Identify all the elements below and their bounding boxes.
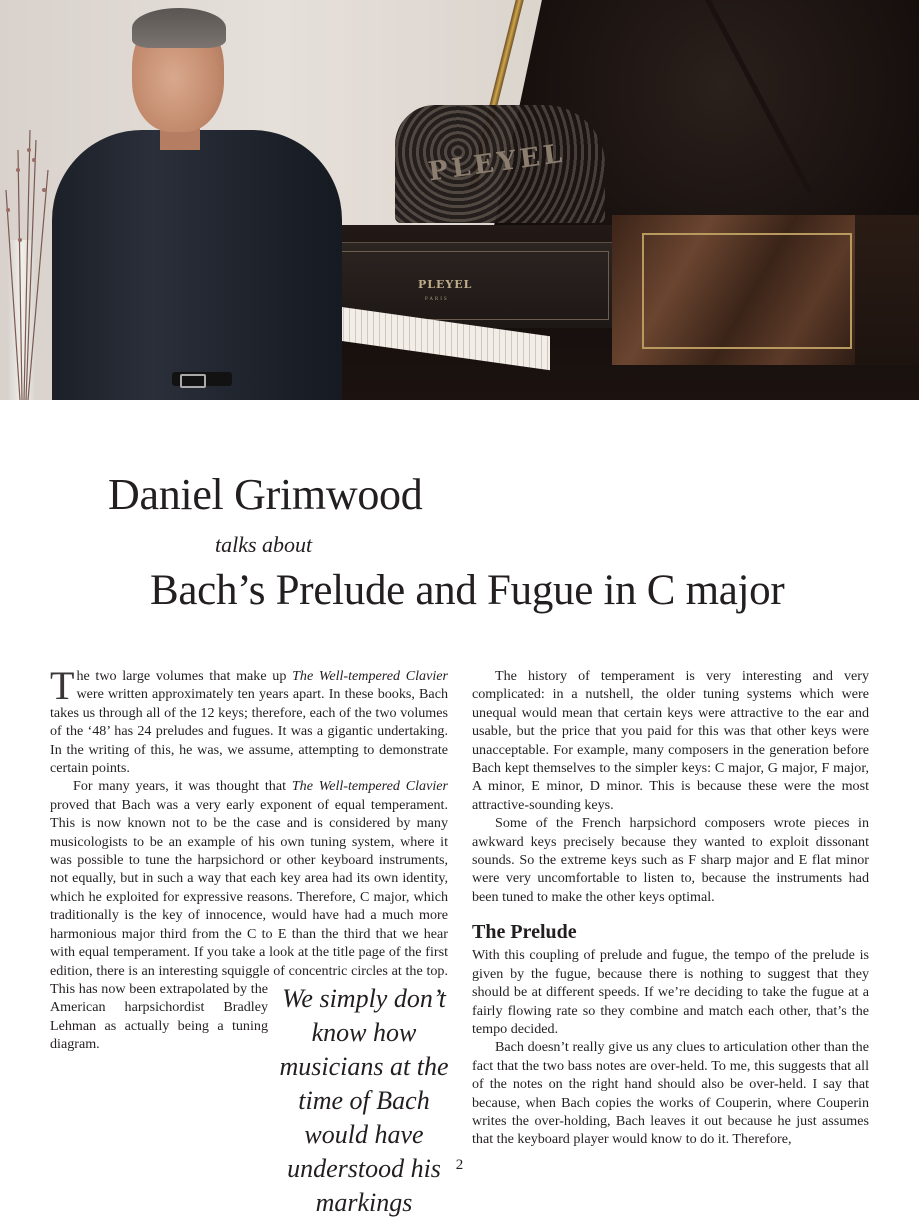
music-desk-label: PLEYEL	[426, 138, 568, 188]
article-title: Bach’s Prelude and Fugue in C major	[150, 567, 785, 614]
pianist-figure	[52, 0, 342, 400]
paragraph: Bach doesn’t really give us any clues to articulation other than the fact that the two bass notes are over-held. To me, this suggests that all of the notes on the right hand should also be over-held. I say that because, when Bach copies the works of Couperin, where Couperin writes the over-holding, Bach leaves it out because he just assumes that the keyboard player would know to do it. Therefore,	[472, 1039, 869, 1148]
speaker-name: Daniel Grimwood	[108, 470, 423, 519]
pull-quote: We simply don’t know how musicians at the time of Bach would have understood his markings	[279, 984, 449, 1218]
piano-case-right	[855, 215, 919, 365]
piano-brand: PLEYEL	[418, 278, 473, 291]
piano-brand-city: PARIS	[425, 297, 449, 302]
paragraph: The history of temperament is very interesting and very complicated: in a nutshell, the older tuning systems which were unequal would mean that certain keys were attractive to the ear and usable, but the price that you paid for this was that other keys were unacceptable. For example, many composers in the generation before Bach kept themselves to the simpler keys: C major, G major, F major, A minor, E minor, D minor. This is because these were the most attractive-sounding keys.	[472, 668, 869, 813]
paragraph: With this coupling of prelude and fugue, the tempo of the prelude is given by the fugue, because there is nothing to suggest that they should be at different speeds. If we’re deciding to take the fugue at a fairly flowing rate so they combine and match each other, that’s the tempo decided.	[472, 947, 869, 1037]
paragraph: Some of the French harpsichord composers wrote pieces in awkward keys precisely because they wanted to exploit dissonant sounds. So the extreme keys such as F sharp major and E flat minor were very uncomfortable to listen to, because the instruments had been tuned to make the other keys optimal.	[472, 815, 869, 905]
work-title: The Well-tempered Clavier	[292, 668, 448, 684]
title-connector: talks about	[215, 532, 313, 557]
page-number: 2	[455, 1157, 464, 1173]
paragraph: The two large volumes that make up The Well-tempered Clavier were written approximately ten years apart. In these books, Bach takes us through all of the 12 keys; therefore, each of the two volumes of the ‘48’ has 24 preludes and fugues. It was a gigantic undertaking. In the writing of this, he was, we assume, attempting to demonstrate certain points.	[50, 663, 448, 777]
piano-cheek-panel	[612, 215, 862, 365]
article-column-right	[472, 667, 869, 1149]
pianist-hair	[132, 8, 226, 48]
hero-photo	[0, 0, 919, 400]
section-heading: The Prelude	[472, 921, 577, 944]
belt-buckle-icon	[180, 374, 206, 388]
work-title: The Well-tempered Clavier	[291, 778, 448, 795]
paragraph: For many years, it was thought that The Well-tempered Clavier proved that Bach was a very early exponent of equal temperament. This is now known not to be the case and is considered by many musicologists to be an example of his own tuning system, where it was possible to tune the harpsichord or other keyboard instruments, not equally, but in such a way that each key area had its own identity, which he exploited for expressive reasons. Therefore, C major, which traditionally is the key of innocence, would have had a much more harmonious major third from the C to E than the third that we hear with equal temperament. If you take a look at the title page of the first edition, there is an interesting squiggle of concentric circles at the top. This has now been extrapolated by the American harpsichordist Bradley Lehman as actually being a tuning diagram.	[50, 778, 448, 1053]
drop-cap: T	[50, 663, 75, 708]
pianist-torso	[52, 130, 342, 400]
decorative-branches-icon	[0, 130, 60, 400]
article-column-left	[50, 663, 449, 1220]
